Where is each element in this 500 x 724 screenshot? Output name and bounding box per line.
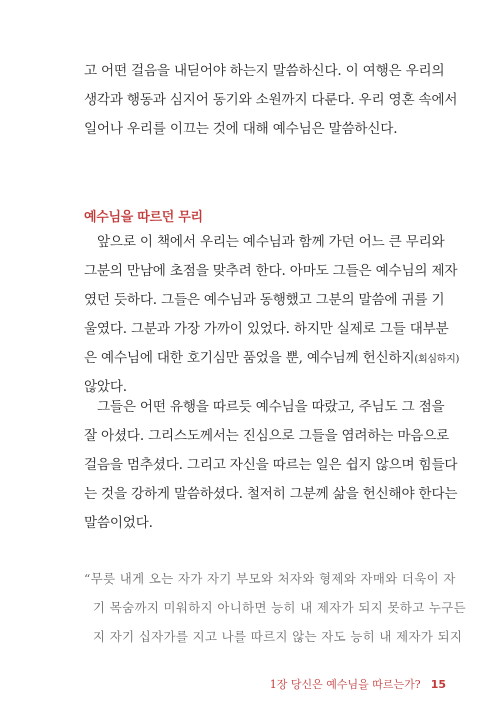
text-line: 말씀이었다. xyxy=(84,515,153,531)
text-line: 그분의 만남에 초점을 맞추려 한다. 아마도 그들은 예수님의 제자 xyxy=(84,263,458,279)
text-line: 는 것을 강하게 말씀하셨다. 철저히 그분께 삶을 헌신해야 한다는 xyxy=(84,486,458,502)
text-line: 울였다. 그분과 가장 가까이 있었다. 하지만 실제로 그들 대부분 xyxy=(84,321,449,337)
text-line: 생각과 행동과 심지어 동기와 소원까지 다룬다. 우리 영혼 속에서 xyxy=(84,92,458,108)
paragraph-following xyxy=(84,393,458,538)
text-line: 잘 아셨다. 그리스도께서는 진심으로 그들을 염려하는 마음으로 xyxy=(84,428,450,444)
page-footer xyxy=(270,676,446,692)
section-heading: 예수님을 따르던 무리 xyxy=(84,210,203,225)
text-line: 고 어떤 걸음을 내딛어야 하는지 말씀하신다. 이 여행은 우리의 xyxy=(84,63,445,79)
text-line xyxy=(84,344,460,373)
text-line: 그들은 어떤 유행을 따르듯 예수님을 따랐고, 주님도 그 점을 xyxy=(97,399,445,415)
text-line: 않았다. xyxy=(84,379,127,395)
text-line: 였던 듯하다. 그들은 예수님과 동행했고 그분의 말씀에 귀를 기 xyxy=(84,292,445,308)
paragraph-continued xyxy=(84,57,458,144)
text-line: 걸음을 멈추셨다. 그리고 자신을 따르는 일은 쉽지 않으며 힘들다 xyxy=(84,457,458,473)
page-number: 15 xyxy=(430,678,446,691)
paragraph-crowd xyxy=(84,228,460,402)
scripture-quote xyxy=(84,564,467,651)
text-line: 앞으로 이 책에서 우리는 예수님과 함께 가던 어느 큰 무리와 xyxy=(97,234,445,250)
text-line: 일어나 우리를 이끄는 것에 대해 예수님은 말씀하신다. xyxy=(84,121,398,137)
quote-line: 기 목숨까지 미워하지 아니하면 능히 내 제자가 되지 못하고 누구든 xyxy=(93,600,467,615)
quote-line: “무릇 내게 오는 자가 자기 부모와 처자와 형제와 자매와 더욱이 자 xyxy=(84,571,456,586)
text-line-main: 은 예수님에 대한 호기심만 품었을 뿐, 예수님께 헌신하지 xyxy=(84,350,415,366)
quote-line: 지 자기 십자가를 지고 나를 따르지 않는 자도 능히 내 제자가 되지 xyxy=(93,629,463,644)
inline-note: (회심하지) xyxy=(414,354,460,365)
chapter-title: 1장 당신은 예수님을 따르는가? xyxy=(269,678,421,691)
